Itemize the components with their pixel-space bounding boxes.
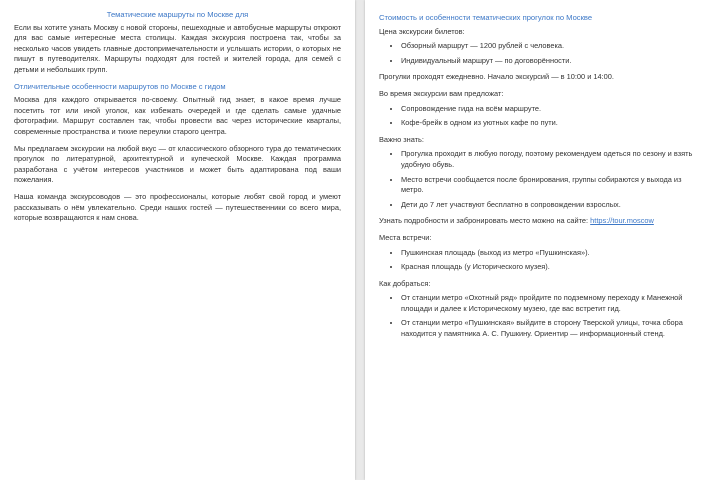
meeting-list [379,248,706,273]
page-title: Тематические маршруты по Москве для [106,10,249,19]
list-item: • От станции метро «Пушкинская» выйдите в сторону Тверской улицы, точка сбора находится у памятника А. С. Пушкину. Ориентир — информационный стенд. [401,318,706,339]
included-label: Во время экскурсии вам предложат: [379,88,504,98]
body-paragraph: Мы предлагаем экскурсии на любой вкус — от классического обзорного тура до тематических прогулок по литературной, архитектурной и купеческой Москве. Каждая программа разработана с учётом интересов участников и может быть адаптирована под ваши пожелания. [14,143,341,185]
notes-list [379,149,706,210]
section-heading: Стоимость и особенности тематических прогулок по Москве [379,13,593,22]
list-item: • Обзорный маршрут — 1200 рублей с человека. [401,41,706,52]
body-paragraph: Москва для каждого открывается по-своему. Опытный гид знает, в какое время лучше посетить тот или иной уголок, как избежать очередей и где сделать самые удачные фотографии. Маршрут составлен так, чтобы провести вас через исторические кварталы, современные пространства и тихие переулки старого центра. [14,95,341,136]
booking-paragraph [379,216,706,227]
booking-link[interactable]: https://tour.moscow [590,216,654,226]
included-list [379,104,706,129]
list-item: • От станции метро «Охотный ряд» пройдите по подземному переходу к Манежной площади и далее к Историческому музею, где вас встретит гид. [401,293,706,314]
price-label: Цена экскурсии билетов: [379,26,465,36]
list-item: • Дети до 7 лет участвуют бесплатно в сопровождении взрослых. [401,200,706,211]
list-item: • Сопровождение гида на всём маршруте. [401,104,706,115]
howto-list [379,293,706,339]
notes-label: Важно знать: [379,134,424,144]
section-heading: Отличительные особенности маршрутов по Москве с гидом [14,81,226,91]
list-item: • Красная площадь (у Исторического музея). [401,262,706,273]
howto-label: Как добраться: [379,278,431,288]
list-item: • Индивидуальный маршрут — по договорённости. [401,56,706,67]
hours-paragraph: Прогулки проходят ежедневно. Начало экскурсий — в 10:00 и 14:00. [379,72,614,82]
list-item: • Место встречи сообщается после бронирования, группы собираются у выхода из метро. [401,175,706,196]
price-list [379,41,706,66]
document-page-right [365,0,720,480]
list-item: • Пушкинская площадь (выход из метро «Пушкинская»). [401,248,706,259]
document-page-left [0,0,355,480]
body-paragraph: Наша команда экскурсоводов — это профессионалы, которые любят свой город и умеют рассказывать о нём увлекательно. Среди наших гостей — путешественники со всего мира, которые возвращаются к нам снова. [14,191,341,223]
booking-text: Узнать подробности и забронировать место можно на сайте: [379,216,589,226]
meeting-label: Места встречи: [379,232,432,242]
intro-paragraph: Если вы хотите узнать Москву с новой стороны, пешеходные и автобусные маршруты откроют для вас самые интересные места столицы. Каждая экскурсия построена так, чтобы за несколько часов увидеть главные достопримечательности и услышать истории, о которых не пишут в путеводителях. Маршруты подходят для гостей и жителей города, для семей с детьми и небольших групп. [14,22,341,74]
list-item: • Кофе-брейк в одном из уютных кафе по пути. [401,118,706,129]
list-item: • Прогулка проходит в любую погоду, поэтому рекомендуем одеться по сезону и взять удобную обувь. [401,149,706,170]
